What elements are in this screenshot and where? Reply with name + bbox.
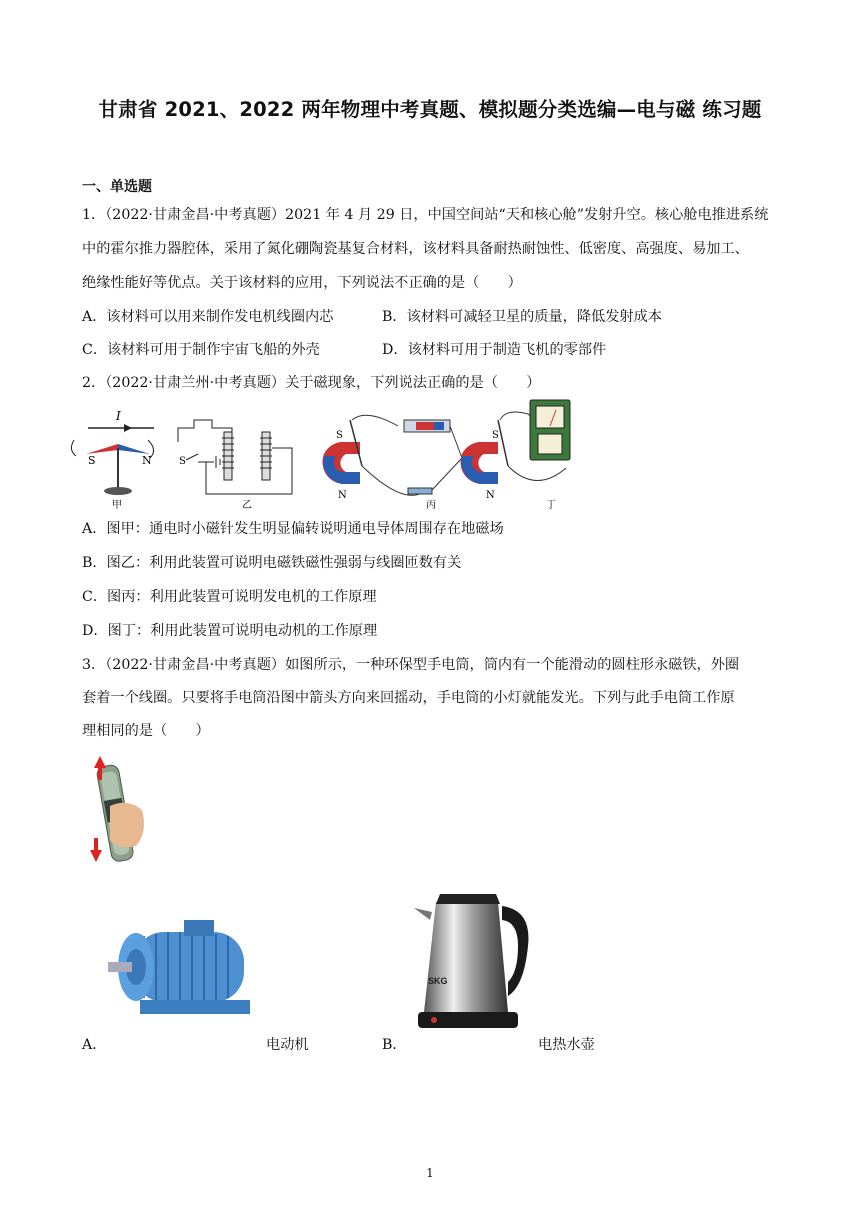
- q2-line-1: 2．（2022·甘肃兰州·中考真题）关于磁现象，下列说法正确的是（ ）: [82, 375, 541, 391]
- q1-option-a: A．该材料可以用来制作发电机线圈内芯: [82, 309, 334, 325]
- svg-text:N: N: [338, 490, 347, 501]
- document-title: 甘肃省 2021、2022 两年物理中考真题、模拟题分类选编—电与磁 练习题: [98, 98, 762, 121]
- q1-line-3: 绝缘性能好等优点。关于该材料的应用，下列说法不正确的是（ ）: [82, 275, 522, 291]
- figure-ding: [460, 400, 570, 510]
- q3-option-b-letter: B．: [382, 1037, 407, 1053]
- q3-option-a-label: 电动机: [266, 1037, 309, 1053]
- q1-line-2: 中的霍尔推力器腔体，采用了氮化硼陶瓷基复合材料，该材料具备耐热耐蚀性、低密度、高强度、易加工、: [82, 241, 749, 257]
- q3-line-1: 3．（2022·甘肃金昌·中考真题）如图所示，一种环保型手电筒，筒内有一个能滑动的圆柱形永磁铁，外圈: [82, 657, 740, 673]
- q1-option-b: B．该材料可减轻卫星的质量，降低发射成本: [382, 309, 662, 325]
- q2-option-b: B．图乙：利用此装置可说明电磁铁磁性强弱与线圈匝数有关: [82, 555, 462, 571]
- q1-line-1: 1．（2022·甘肃金昌·中考真题）2021 年 4 月 29 日，中国空间站“天和核心舱”发射升空。核心舱电推进系统: [82, 207, 769, 223]
- svg-text:乙: 乙: [242, 500, 252, 510]
- figure-bing: [322, 415, 462, 510]
- svg-text:甲: 甲: [112, 500, 122, 510]
- kettle-brand-logo: SKG: [428, 976, 448, 986]
- electric-motor-image: [104, 912, 264, 1028]
- svg-text:S: S: [492, 430, 499, 441]
- q3-line-2: 套着一个线圈。只要将手电筒沿图中箭头方向来回摇动，手电筒的小灯就能发光。下列与此手电筒工作原: [82, 690, 735, 706]
- figure-jia: [71, 409, 154, 510]
- section-heading: 一、单选题: [82, 179, 152, 195]
- q3-option-b-label: 电热水壶: [538, 1037, 595, 1053]
- svg-text:丁: 丁: [546, 500, 556, 510]
- svg-text:S: S: [336, 430, 343, 441]
- q3-option-a-letter: A．: [82, 1037, 107, 1053]
- svg-text:N: N: [142, 454, 152, 467]
- flashlight-image: [80, 754, 164, 870]
- svg-text:S: S: [88, 454, 96, 467]
- q3-line-3: 理相同的是（ ）: [82, 723, 210, 739]
- svg-text:I: I: [116, 409, 121, 423]
- q2-option-c: C．图丙：利用此装置可说明发电机的工作原理: [82, 589, 377, 605]
- q2-option-a: A．图甲：通电时小磁针发生明显偏转说明通电导体周围存在地磁场: [82, 521, 504, 537]
- figure-yi: [178, 420, 292, 510]
- q1-option-c: C．该材料可用于制作宇宙飞船的外壳: [82, 342, 320, 358]
- q2-figure-strip: [66, 398, 616, 510]
- q1-option-d: D．该材料可用于制造飞机的零部件: [382, 342, 607, 358]
- q2-option-d: D．图丁：利用此装置可说明电动机的工作原理: [82, 623, 378, 639]
- svg-text:N: N: [486, 490, 495, 501]
- svg-text:S: S: [179, 456, 186, 467]
- svg-text:丙: 丙: [426, 500, 436, 510]
- electric-kettle-image: [408, 890, 534, 1032]
- page-number: 1: [426, 1166, 434, 1180]
